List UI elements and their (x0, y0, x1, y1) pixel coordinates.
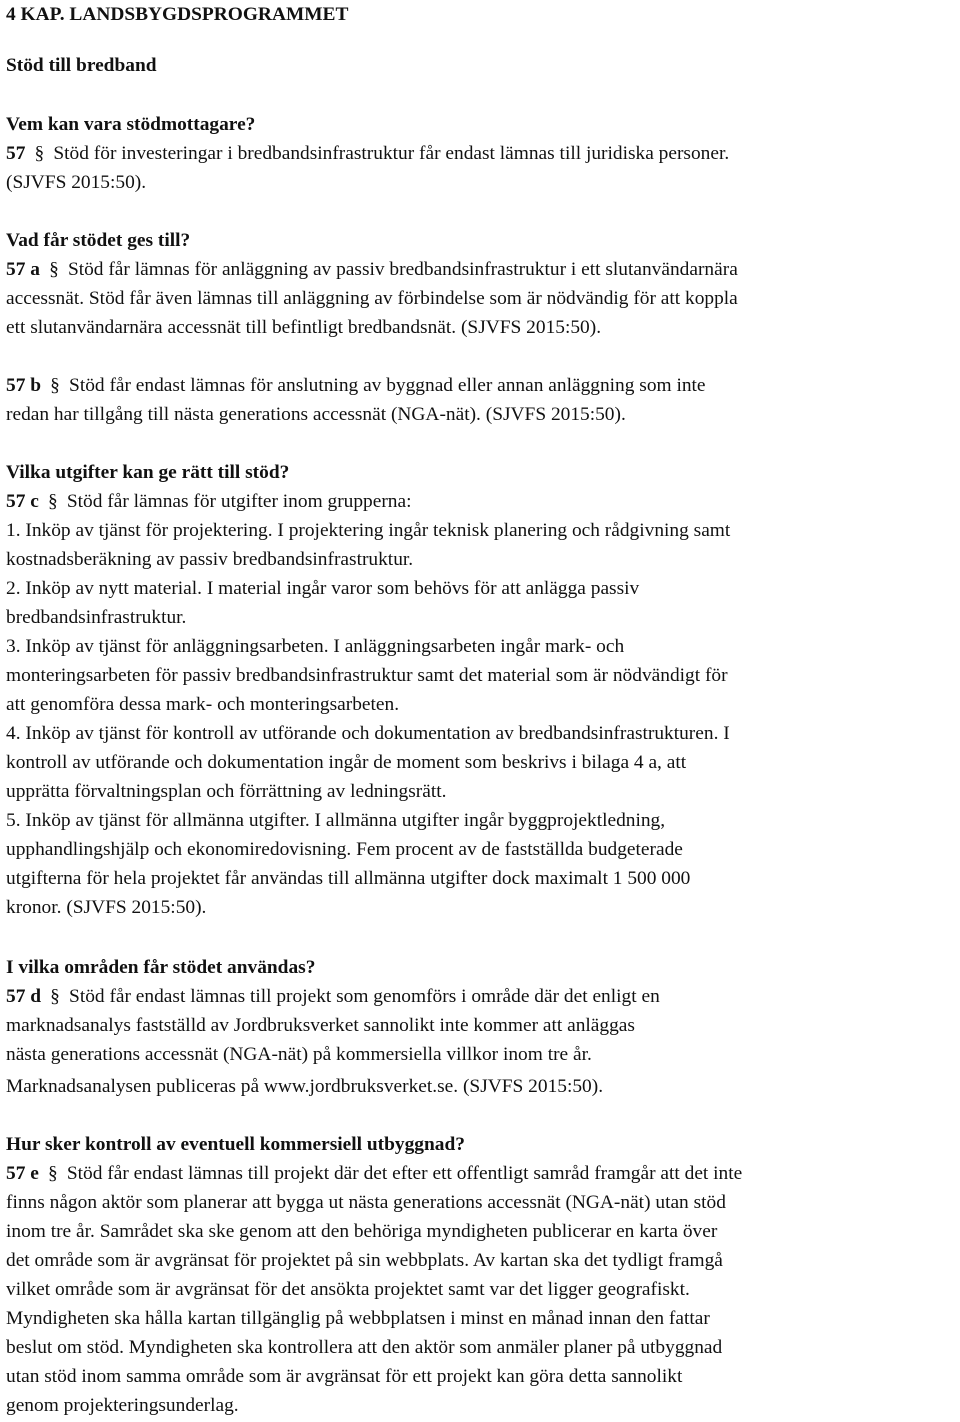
paragraph-57e-line5: vilket område som är avgränsat för det ansökta projektet samt var det ligger geografiskt. (6, 1279, 690, 1300)
paragraph-number: 57 a (6, 259, 40, 280)
paragraph-number: 57 (6, 143, 26, 164)
paragraph-57e-line4: det område som är avgränsat för projektet på sin webbplats. Av kartan ska det tydligt framgå (6, 1250, 723, 1271)
list-item-3: 3. Inköp av tjänst för anläggningsarbeten. I anläggningsarbeten ingår mark- och (6, 636, 625, 657)
list-item-4-line2: kontroll av utförande och dokumentation ingår de moment som beskrivs i bilaga 4 a, att (6, 752, 687, 773)
paragraph-57e-line7: beslut om stöd. Myndigheten ska kontrollera att den aktör som anmäler planer på utbyggnad (6, 1337, 723, 1358)
section-sign-icon: § (48, 491, 58, 512)
heading-vad-far-stodet: Vad får stödet ges till? (6, 230, 191, 251)
paragraph-text: Stöd får lämnas för utgifter inom grupperna: (66, 491, 412, 512)
paragraph-57b-line2: redan har tillgång till nästa generations accessnät (NGA-nät). (SJVFS 2015:50). (6, 404, 626, 425)
list-item-3-line2: monteringsarbeten för passiv bredbandsinfrastruktur samt det material som är nödvändigt för (6, 665, 728, 686)
paragraph-57d (6, 982, 660, 1011)
heading-kontroll: Hur sker kontroll av eventuell kommersiell utbyggnad? (6, 1134, 465, 1155)
heading-stodmottagare: Vem kan vara stödmottagare? (6, 114, 256, 135)
section-sign-icon: § (34, 143, 45, 164)
paragraph-number: 57 b (6, 375, 42, 396)
paragraph-57e-line6: Myndigheten ska hålla kartan tillgänglig på webbplatsen i minst en månad innan den fattar (6, 1308, 710, 1329)
list-item-2: 2. Inköp av nytt material. I material ingår varor som behövs för att anlägga passiv (6, 578, 640, 599)
paragraph-57a (6, 255, 738, 284)
list-item-4: 4. Inköp av tjänst för kontroll av utförande och dokumentation av bredbandsinfrastrukturen. I (6, 723, 730, 744)
list-item-2-line2: bredbandsinfrastruktur. (6, 607, 187, 628)
paragraph-57b (6, 371, 706, 400)
list-item-1: 1. Inköp av tjänst för projektering. I projektering ingår teknisk planering och rådgivning samt (6, 520, 731, 541)
paragraph-57c (6, 487, 412, 516)
paragraph-text: Stöd får endast lämnas för anslutning av byggnad eller annan anläggning som inte (69, 375, 706, 396)
list-item-1-line2: kostnadsberäkning av passiv bredbandsinfrastruktur. (6, 549, 414, 570)
paragraph-number: 57 c (6, 491, 39, 512)
paragraph-57e-line3: inom tre år. Samrådet ska ske genom att den behöriga myndigheten publicerar en karta över (6, 1221, 718, 1242)
list-item-3-line3: att genomföra dessa mark- och monteringsarbeten. (6, 694, 400, 715)
paragraph-57e-line2: finns någon aktör som planerar att bygga ut nästa generations accessnät (NGA-nät) utan stöd (6, 1192, 726, 1213)
section-sign-icon: § (50, 986, 60, 1007)
paragraph-57d-line4: Marknadsanalysen publiceras på www.jordbruksverket.se. (SJVFS 2015:50). (6, 1076, 604, 1097)
paragraph-text: Stöd får endast lämnas till projekt som genomförs i område där det enligt en (69, 986, 660, 1007)
paragraph-57d-line3: nästa generations accessnät (NGA-nät) på kommersiella villkor inom tre år. (6, 1044, 592, 1065)
paragraph-57e (6, 1159, 742, 1188)
paragraph-57e-line9: genom projekteringsunderlag. (6, 1395, 239, 1416)
paragraph-57-ref: (SJVFS 2015:50). (6, 172, 147, 193)
paragraph-57 (6, 139, 729, 168)
section-sign-icon: § (50, 375, 60, 396)
section-title: Stöd till bredband (6, 55, 157, 76)
paragraph-text: Stöd får endast lämnas till projekt där det efter ett offentligt samråd framgår att det inte (66, 1163, 743, 1184)
paragraph-57a-line3: ett slutanvändarnära accessnät till befintligt bredbandsnät. (SJVFS 2015:50). (6, 317, 602, 338)
list-item-5: 5. Inköp av tjänst för allmänna utgifter. I allmänna utgifter ingår byggprojektledning, (6, 810, 666, 831)
paragraph-57e-line8: utan stöd inom samma område som är avgränsat för ett projekt kan göra detta sannolikt (6, 1366, 683, 1387)
section-sign-icon: § (49, 259, 59, 280)
heading-utgifter: Vilka utgifter kan ge rätt till stöd? (6, 462, 290, 483)
list-item-5-line2: upphandlingshjälp och ekonomiredovisning. Fem procent av de fastställda budgeterade (6, 839, 683, 860)
section-sign-icon: § (48, 1163, 58, 1184)
list-item-5-line3: utgifterna för hela projektet får användas till allmänna utgifter dock maximalt 1 500 000 (6, 868, 691, 889)
chapter-title: 4 KAP. LANDSBYGDSPROGRAMMET (6, 4, 349, 25)
paragraph-text: Stöd får lämnas för anläggning av passiv bredbandsinfrastruktur i ett slutanvändarnära (67, 259, 738, 280)
paragraph-number: 57 d (6, 986, 42, 1007)
paragraph-number: 57 e (6, 1163, 39, 1184)
list-item-4-line3: upprätta förvaltningsplan och förrättning av ledningsrätt. (6, 781, 447, 802)
paragraph-57a-line2: accessnät. Stöd får även lämnas till anläggning av förbindelse som är nödvändig för att koppla (6, 288, 738, 309)
heading-omraden: I vilka områden får stödet användas? (6, 957, 316, 978)
paragraph-57d-line2: marknadsanalys fastställd av Jordbruksverket sannolikt inte kommer att anläggas (6, 1015, 635, 1036)
list-item-5-line4: kronor. (SJVFS 2015:50). (6, 897, 207, 918)
paragraph-text: Stöd för investeringar i bredbandsinfrastruktur får endast lämnas till juridiska personer. (53, 143, 730, 164)
